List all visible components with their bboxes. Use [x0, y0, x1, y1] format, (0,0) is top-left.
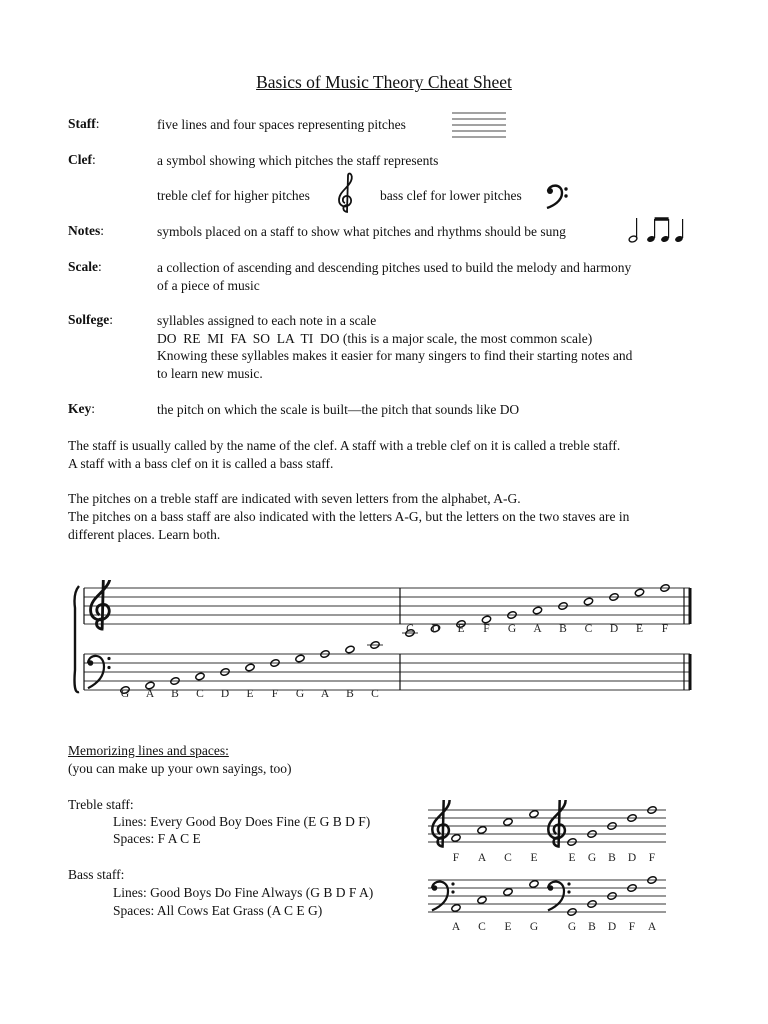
- bass-note-letter: C: [371, 688, 379, 700]
- bass-note-letter: A: [145, 688, 155, 700]
- paragraph-line: A staff with a bass clef on it is called a bass staff.: [68, 456, 334, 471]
- def-solfege-line: to learn new music.: [157, 365, 263, 381]
- treble-mnemonic-note: [503, 818, 513, 827]
- bass-note: [245, 663, 255, 672]
- bass-mnemonic-letter: G: [529, 921, 539, 930]
- bass-note-letter: B: [171, 688, 179, 700]
- def-scale-line: a collection of ascending and descending pitches used to build the melody and harmony: [157, 260, 632, 275]
- treble-mnemonic-letter: F: [648, 852, 656, 864]
- bass-clef-icon-dot: [88, 660, 94, 666]
- paragraph-line: different places. Learn both.: [68, 527, 221, 542]
- def-scale-line: of a piece of music: [157, 277, 260, 293]
- bass-mnemonic-letter: G: [567, 921, 577, 930]
- term-staff: Staff:: [68, 116, 100, 131]
- treble-clef-icon: [548, 800, 565, 847]
- bass-note-letter: B: [346, 688, 354, 700]
- bass-clef-icon-dot: [451, 882, 454, 885]
- def-solfege-line: syllables assigned to each note in a scale: [157, 313, 377, 328]
- bass-note-letter: F: [271, 688, 279, 700]
- treble-note-letter: C: [406, 623, 414, 635]
- bass-mnemonic-letter: A: [451, 921, 461, 930]
- treble-note: [634, 588, 644, 597]
- def-solfege: [157, 312, 632, 382]
- page-title: Basics of Music Theory Cheat Sheet: [256, 72, 512, 92]
- treble-clef-icon-path: [91, 580, 110, 629]
- treble-note-letter: D: [609, 623, 619, 635]
- brace: [75, 586, 80, 692]
- bass-mnemonic-letter: F: [628, 921, 636, 930]
- treble-mnemonic-letter: D: [627, 852, 637, 864]
- bass-clef-icon-dot: [567, 882, 570, 885]
- term-scale: Scale:: [68, 259, 102, 274]
- treble-note-letter: C: [584, 623, 593, 635]
- bass-clef-icon-dot: [548, 885, 554, 891]
- def-staff: five lines and four spaces representing pitches: [157, 117, 406, 132]
- treble-clef-icon-path: [432, 800, 449, 847]
- term-clef: Clef:: [68, 152, 96, 167]
- treble-mnemonic-note: [451, 834, 461, 843]
- bass-mnemonic-letter: C: [478, 921, 486, 930]
- bass-clef-icon: [544, 183, 570, 209]
- def-notes: symbols placed on a staff to show what pitches and rhythms should be sung: [157, 224, 566, 239]
- bass-clef-icon-dot: [432, 885, 438, 891]
- bass-mnemonic-letter: D: [607, 921, 617, 930]
- treble-note-letter: D: [431, 623, 440, 635]
- bass-spaces-mnemonic: Spaces: All Cows Eat Grass (A C E G): [113, 903, 323, 918]
- def-solfege-line: Knowing these syllables makes it easier for many singers to find their starting notes and: [157, 348, 633, 363]
- treble-spaces-mnemonic: Spaces: F A C E: [113, 831, 201, 846]
- bass-mnemonic-letter: B: [588, 921, 596, 930]
- bass-staff-label: Bass staff:: [68, 867, 125, 882]
- paragraph-staff-names: [68, 437, 708, 473]
- bass-note-letter: G: [120, 688, 130, 700]
- bass-clef-icon-dot: [107, 666, 110, 669]
- staff-lines-icon: [452, 110, 506, 140]
- bass-mnemonic-note: [503, 888, 513, 897]
- bass-note-letter: D: [220, 688, 230, 700]
- treble-mnemonic-note: [477, 826, 487, 835]
- treble-clef-icon: [432, 800, 449, 847]
- bass-clef-caption: bass clef for lower pitches: [380, 188, 522, 203]
- treble-note-letter: G: [507, 623, 517, 635]
- treble-mnemonic-letter: F: [452, 852, 460, 864]
- treble-note-letter: B: [559, 623, 567, 635]
- treble-mnemonic-letter: G: [587, 852, 597, 864]
- def-clef: a symbol showing which pitches the staff represents: [157, 153, 439, 168]
- bass-mnemonic-note: [477, 896, 487, 905]
- treble-mnemonic-letter: A: [477, 852, 487, 864]
- paragraph-line: The pitches on a treble staff are indicated with seven letters from the alphabet, A-G.: [68, 491, 521, 506]
- treble-mnemonic-letter: C: [504, 852, 512, 864]
- bass-note: [345, 645, 355, 654]
- treble-note: [532, 606, 542, 615]
- bass-mnemonic-letter: A: [647, 921, 657, 930]
- bass-mnemonic-note: [529, 880, 539, 889]
- bass-mnemonic-note: [451, 904, 461, 913]
- bass-note-letter: E: [246, 688, 254, 700]
- bass-note-letter: G: [295, 688, 305, 700]
- mnemonic-staves: [426, 800, 670, 930]
- treble-mnemonic-note: [529, 810, 539, 819]
- bass-note: [195, 672, 205, 681]
- treble-note-letter: F: [483, 623, 490, 635]
- paragraph-line: The staff is usually called by the name of the clef. A staff with a treble clef on it is called a treble staff.: [68, 438, 621, 453]
- treble-note-letter: E: [635, 623, 644, 635]
- bass-clef-icon-dot: [107, 657, 110, 660]
- def-solfege-line: DO RE MI FA SO LA TI DO (this is a major scale, the most common scale): [157, 330, 593, 346]
- bass-note: [295, 654, 305, 663]
- treble-staff-label: Treble staff:: [68, 797, 134, 812]
- treble-note: [583, 597, 593, 606]
- treble-note-letter: E: [457, 623, 465, 635]
- term-solfege: Solfege:: [68, 312, 114, 327]
- treble-mnemonic-letter: E: [530, 852, 538, 864]
- bass-clef-icon-dot: [567, 890, 570, 893]
- term-key: Key:: [68, 401, 96, 416]
- grand-staff: [70, 580, 702, 706]
- treble-clef-icon: [91, 580, 110, 629]
- bass-note-letter: A: [320, 688, 330, 700]
- def-key: the pitch on which the scale is built—the pitch that sounds like DO: [157, 402, 520, 417]
- note-symbols-icon: [627, 213, 689, 245]
- treble-clef-icon-path: [548, 800, 565, 847]
- treble-clef-icon: [336, 172, 358, 216]
- bass-clef-icon-dot: [451, 890, 454, 893]
- treble-mnemonic-letter: B: [608, 852, 616, 864]
- memorize-subheading: (you can make up your own sayings, too): [68, 761, 292, 776]
- treble-lines-mnemonic: Lines: Every Good Boy Does Fine (E G B D F): [113, 814, 371, 829]
- term-notes: Notes:: [68, 223, 105, 238]
- treble-mnemonic-letter: E: [568, 852, 576, 864]
- treble-note-letter: A: [533, 623, 542, 635]
- bass-lines-mnemonic: Lines: Good Boys Do Fine Always (G B D F A): [113, 885, 374, 900]
- paragraph-pitch-letters: [68, 490, 708, 544]
- paragraph-line: The pitches on a bass staff are also indicated with the letters A-G, but the letters on the two staves are in: [68, 509, 630, 524]
- bass-note-letter: C: [196, 688, 204, 700]
- treble-note-letter: F: [661, 623, 669, 635]
- treble-clef-caption: treble clef for higher pitches: [157, 188, 310, 203]
- def-scale: [157, 259, 631, 294]
- bass-mnemonic-letter: E: [504, 921, 512, 930]
- memorize-heading: Memorizing lines and spaces:: [68, 743, 229, 758]
